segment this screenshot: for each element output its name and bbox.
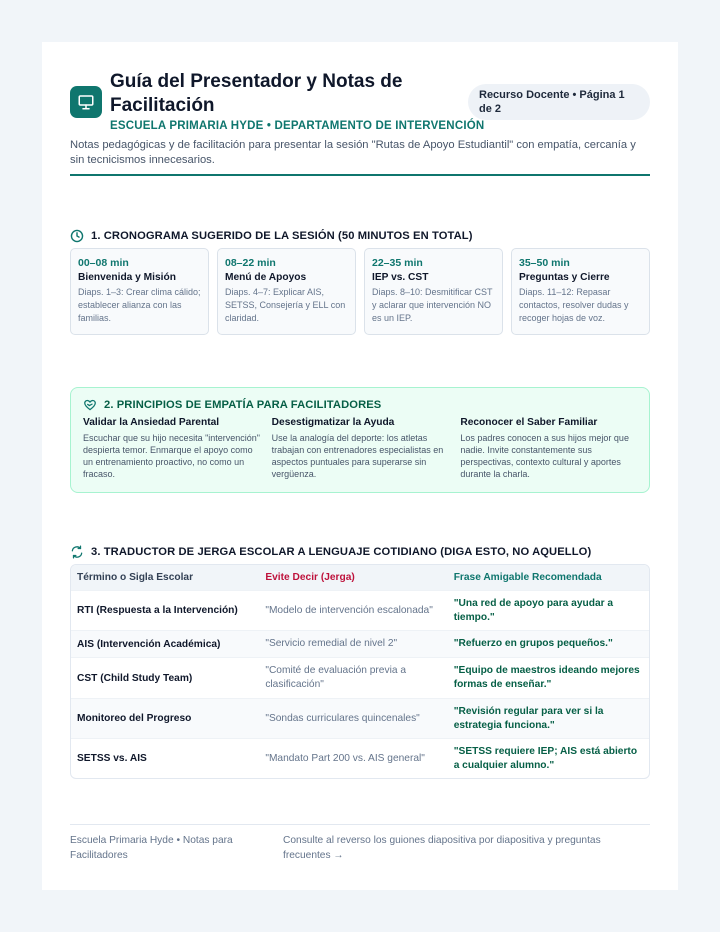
table-row [71,630,649,657]
page-title: Guía del Presentador y Notas de Facilitación [110,71,403,116]
table-row [71,657,649,698]
principle-item [460,416,639,480]
say-cell: "Equipo de maestros ideando mejores formas de enseñar." [453,665,640,690]
principle-title: Desestigmatizar la Ayuda [271,417,395,428]
principle-item [83,416,262,480]
swap-arrows-icon [70,545,84,559]
schedule-heading [70,228,650,244]
principle-text: Los padres conocen a sus hijos mejor que nadie. Invite constantemente sus perspectivas, contexto cultural y aportes durante la charla. [460,433,629,479]
term-cell: SETSS vs. AIS [77,753,147,764]
page-description: Notas pedagógicas y de facilitación para presentar la sesión "Rutas de Apoyo Estudiantil" con empatía, cercanía y sin tecnicismos innecesarios. [70,139,636,166]
schedule-desc: Diaps. 4–7: Explicar AIS, SETSS, Consejería y ELL con claridad. [225,287,346,323]
avoid-cell: "Mandato Part 200 vs. AIS general" [265,752,425,764]
footer-left: Escuela Primaria Hyde • Notas para Facilitadores [70,835,233,861]
schedule-card [364,248,503,335]
principle-title: Validar la Ansiedad Parental [83,417,220,428]
table-row [71,698,649,738]
heart-hand-icon [83,398,97,412]
schedule-card [217,248,356,335]
avoid-cell: "Comité de evaluación previa a clasificación" [265,665,406,690]
schedule-time: 22–35 min [372,257,423,269]
translator-heading-text: 3. TRADUCTOR DE JERGA ESCOLAR A LENGUAJE COTIDIANO (DIGA ESTO, NO AQUELLO) [91,546,592,558]
page-header [70,70,650,166]
schedule-time: 00–08 min [78,257,129,269]
schedule-name: Bienvenida y Misión [78,272,176,283]
say-cell: "Refuerzo en grupos pequeños." [453,638,613,649]
schedule-name: Preguntas y Cierre [519,272,610,283]
schedule-heading-text: 1. CRONOGRAMA SUGERIDO DE LA SESIÓN (50 MINUTOS EN TOTAL) [91,230,473,242]
schedule-name: IEP vs. CST [372,272,429,283]
say-cell: "SETSS requiere IEP; AIS está abierto a cualquier alumno." [453,745,638,771]
schedule-card [511,248,650,335]
presentation-icon [70,86,102,118]
term-cell: AIS (Intervención Académica) [77,638,221,650]
principle-text: Escuchar que su hijo necesita "intervención" despierta temor. Enmarque el apoyo como un entrenamiento proactivo, no como un fracaso. [83,433,260,479]
schedule-timeline [70,248,650,335]
term-cell: Monitoreo del Progreso [77,713,192,724]
term-cell: CST (Child Study Team) [77,672,193,684]
header-divider [70,174,650,176]
avoid-cell: "Sondas curriculares quincenales" [265,712,420,724]
avoid-cell: "Servicio remedial de nivel 2" [265,638,398,649]
column-header-avoid: Evite Decir (Jerga) [265,571,355,583]
footer-right: Consulte al reverso los guiones diapositiva por diapositiva y preguntas frecuentes → [283,835,601,861]
table-row [71,738,649,778]
principles-heading [83,397,583,413]
schedule-time: 08–22 min [225,257,276,269]
page-content [70,70,650,861]
term-cell: RTI (Respuesta a la Intervención) [77,605,238,616]
table-header-row [71,565,649,590]
schedule-time: 35–50 min [519,257,570,269]
say-cell: "Revisión regular para ver si la estrategia funciona." [453,705,604,731]
principle-title: Reconocer el Saber Familiar [460,417,598,428]
jargon-table [70,564,650,779]
column-header-say: Frase Amigable Recomendada [453,571,602,583]
column-header-term: Término o Sigla Escolar [77,572,194,583]
schedule-card [70,248,209,335]
principles-heading-text: 2. PRINCIPIOS DE EMPATÍA PARA FACILITADORES [104,399,382,411]
schedule-desc: Diaps. 8–10: Desmitificar CST y aclarar que intervención NO es un IEP. [372,287,493,323]
schedule-name: Menú de Apoyos [225,272,307,283]
principles-box [70,387,650,493]
table-row [71,590,649,630]
page-badge: Recurso Docente • Página 1 de 2 [468,84,650,120]
schedule-desc: Diaps. 1–3: Crear clima cálido; establecer alianza con las familias. [78,287,201,323]
say-cell: "Una red de apoyo para ayudar a tiempo." [453,597,614,623]
principle-text: Use la analogía del deporte: los atletas trabajan con entrenadores especialistas en aspectos puntuales para superarse sin vergüenza. [271,433,444,479]
schedule-desc: Diaps. 11–12: Repasar contactos, resolver dudas y recoger hojas de voz. [519,287,629,323]
document-page [42,42,678,890]
translator-heading [70,544,650,560]
page-footer [70,824,650,864]
principles-columns [83,416,639,480]
page-subtitle: ESCUELA PRIMARIA HYDE • DEPARTAMENTO DE INTERVENCIÓN [110,120,485,132]
avoid-cell: "Modelo de intervención escalonada" [265,604,433,616]
principle-item [272,416,451,480]
clock-icon [70,229,84,243]
